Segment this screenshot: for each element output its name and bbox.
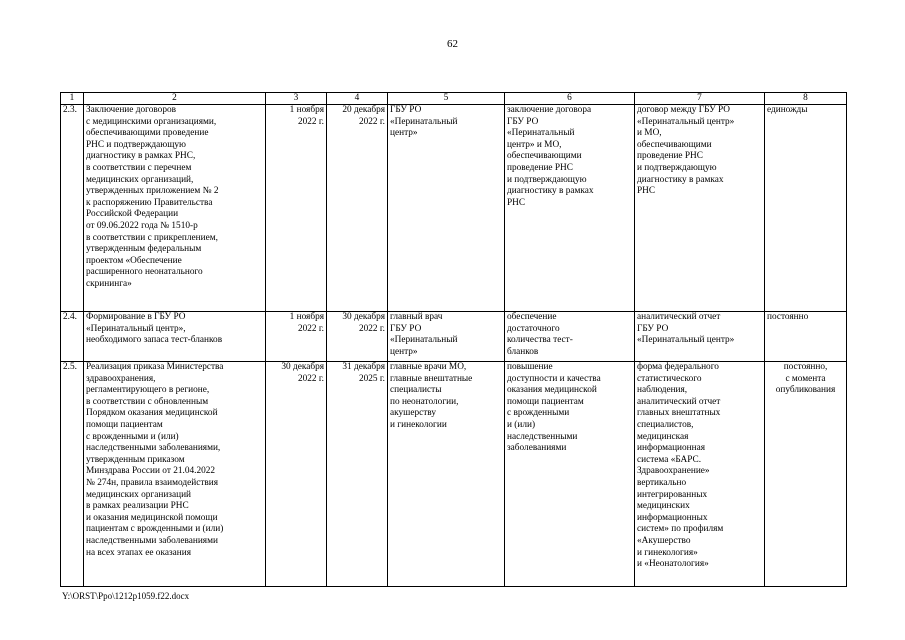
start-date-cell: 1 ноября 2022 г.: [266, 312, 327, 362]
item-number: 2.4.: [61, 312, 84, 362]
activity-cell: Формирование в ГБУ РО «Перинатальный центр», необходимого запаса тест-бланков: [84, 312, 266, 362]
column-number: 7: [635, 93, 765, 105]
start-date-cell: 1 ноября 2022 г.: [266, 105, 327, 312]
activity-cell: Заключение договоров с медицинскими организациями, обеспечивающими проведение РНС и подтверждающую диагностику в рамках РНС, в соответствии с перечнем медицинских организаций, утвержденных приложением № 2 к распоряжению Правительства Российской Федерации от 09.06.2022 года № 1510-р в соответствии с прикреплением, утвержденным федеральным проектом «Обеспечение расширенного неонатального скрининга»: [84, 105, 266, 312]
document-cell: договор между ГБУ РО «Перинатальный центр» и МО, обеспечивающими проведение РНС и подтверждающую диагностику в рамках РНС: [635, 105, 765, 312]
column-number: 1: [61, 93, 84, 105]
item-number: 2.5.: [61, 362, 84, 587]
result-cell: повышение доступности и качества оказания медицинской помощи пациентам с врожденными и (или) наследственными заболеваниями: [505, 362, 635, 587]
responsible-cell: ГБУ РО «Перинатальный центр»: [388, 105, 505, 312]
column-number: 5: [388, 93, 505, 105]
column-number: 4: [327, 93, 388, 105]
document-cell: форма федерального статистического наблюдения, аналитический отчет главных внештатных специалистов, медицинская информационная система «БАРС. Здравоохранение» вертикально интегрированных медицинских информационных систем» по профилям «Акушерство и гинекология» и «Неонатология»: [635, 362, 765, 587]
result-cell: заключение договора ГБУ РО «Перинатальный центр» и МО, обеспечивающими проведение РНС и подтверждающую диагностику в рамках РНС: [505, 105, 635, 312]
table-row: [61, 362, 847, 587]
activity-cell: Реализация приказа Министерства здравоохранения, регламентирующего в регионе, в соответствии с обновленным Порядком оказания медицинской помощи пациентам с врожденными и (или) наследственными заболеваниями, утвержденным приказом Минздрава России от 21.04.2022 № 274н, правила взаимодействия медицинских организаций в рамках реализации РНС и оказания медицинской помощи пациентам с врожденными и (или) наследственными заболеваниями на всех этапах ее оказания: [84, 362, 266, 587]
document-cell: аналитический отчет ГБУ РО «Перинатальный центр»: [635, 312, 765, 362]
start-date-cell: 30 декабря 2022 г.: [266, 362, 327, 587]
end-date-cell: 20 декабря 2022 г.: [327, 105, 388, 312]
table-row: [61, 105, 847, 312]
responsible-cell: главные врачи МО, главные внештатные специалисты по неонатологии, акушерству и гинекологии: [388, 362, 505, 587]
page-number: 62: [447, 38, 458, 50]
table-row: [61, 312, 847, 362]
column-number-row: [61, 93, 847, 105]
frequency-cell: постоянно: [765, 312, 847, 362]
end-date-cell: 31 декабря 2025 г.: [327, 362, 388, 587]
column-number: 6: [505, 93, 635, 105]
file-path-footer: Y:\ORST\Ppo\1212p1059.f22.docx: [62, 591, 190, 601]
column-number: 2: [84, 93, 266, 105]
responsible-cell: главный врач ГБУ РО «Перинатальный центр»: [388, 312, 505, 362]
column-number: 8: [765, 93, 847, 105]
result-cell: обеспечение достаточного количества тест- бланков: [505, 312, 635, 362]
column-number: 3: [266, 93, 327, 105]
plan-table: [60, 92, 847, 587]
frequency-cell: единожды: [765, 105, 847, 312]
end-date-cell: 30 декабря 2022 г.: [327, 312, 388, 362]
item-number: 2.3.: [61, 105, 84, 312]
frequency-cell: постоянно, с момента опубликования: [765, 362, 847, 587]
